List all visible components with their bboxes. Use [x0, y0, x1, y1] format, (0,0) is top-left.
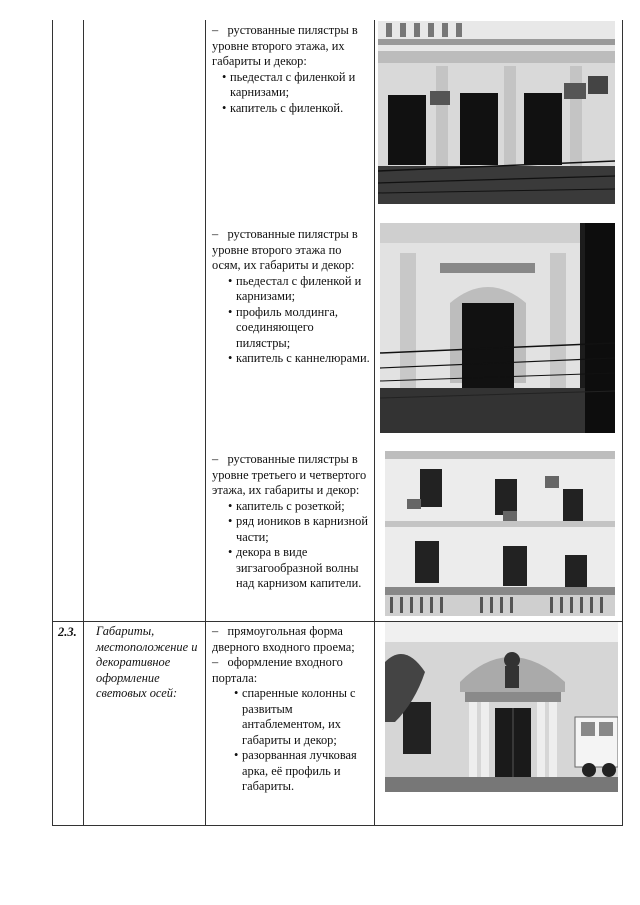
table-border-bottom	[52, 825, 623, 826]
facade-arched-window-photo	[380, 223, 615, 433]
row-1-item: рустованные пилястры в уровне второго этажа, их габариты и декор:	[212, 23, 358, 68]
row-3-bullets	[212, 499, 370, 592]
list-item: • пьедестал с филенкой и карнизами;	[230, 70, 370, 101]
row-4-item-2: оформление входного портала:	[212, 655, 343, 685]
list-item: • ряд иоников в карнизной части;	[236, 514, 370, 545]
list-item: • разорванная лучковая арка, её профиль и габариты.	[242, 748, 370, 795]
list-item: • профиль молдинга, соединяющего пилястры;	[236, 305, 370, 352]
table-border-col2	[205, 20, 206, 826]
list-item: • декора в виде зигзагообразной волны над карнизом капители.	[236, 545, 370, 592]
list-item: • капитель с розеткой;	[236, 499, 370, 515]
list-item: • капитель с каннелюрами.	[236, 351, 370, 367]
row-2-bullets	[212, 274, 370, 367]
row-1-text: – рустованные пилястры в уровне второго этажа, их габариты и декор: • пьедестал с филенкой и карнизами; • капитель с филенкой.	[212, 23, 370, 116]
list-item: • пьедестал с филенкой и карнизами;	[236, 274, 370, 305]
row-1-bullets	[212, 70, 370, 117]
table-border-col3	[374, 20, 375, 826]
table-border-left	[52, 20, 53, 826]
row-2-item: рустованные пилястры в уровне второго этажа по осям, их габариты и декор:	[212, 227, 358, 272]
list-item: • капитель с филенкой.	[230, 101, 370, 117]
facade-upper-floors-photo	[385, 451, 615, 616]
row-4-text: – прямоугольная форма дверного входного проема; – оформление входного портала: • спаренные колонны с развитым антаблементом, их габариты и декор; • разорванная лучковая арка, её профиль и габариты.	[212, 624, 370, 795]
row-4-bullets	[212, 686, 370, 795]
section-label: Габариты, местоположение и декоративное оформление световых осей:	[96, 624, 198, 700]
row-3-text: – рустованные пилястры в уровне третьего и четвертого этажа, их габариты и декор: • капитель с розеткой; • ряд иоников в карнизной части; • декора в виде зигзагообразной волны над карнизом капители.	[212, 452, 370, 592]
row-2-text: – рустованные пилястры в уровне второго этажа по осям, их габариты и декор: • пьедестал с филенкой и карнизами; • профиль молдинга, соединяющего пилястры; • капитель с каннелюрами.	[212, 227, 370, 367]
row-4-item-1: прямоугольная форма дверного входного проема;	[212, 624, 355, 654]
section-number: 2.3.	[58, 625, 77, 639]
table-border-right	[622, 20, 623, 826]
list-item: • спаренные колонны с развитым антаблементом, их габариты и декор;	[242, 686, 370, 748]
table-border-col1	[83, 20, 84, 826]
facade-window-pilasters-photo	[378, 21, 615, 204]
row-3-item: рустованные пилястры в уровне третьего и четвертого этажа, их габариты и декор:	[212, 452, 367, 497]
entrance-portal-photo	[385, 622, 618, 792]
